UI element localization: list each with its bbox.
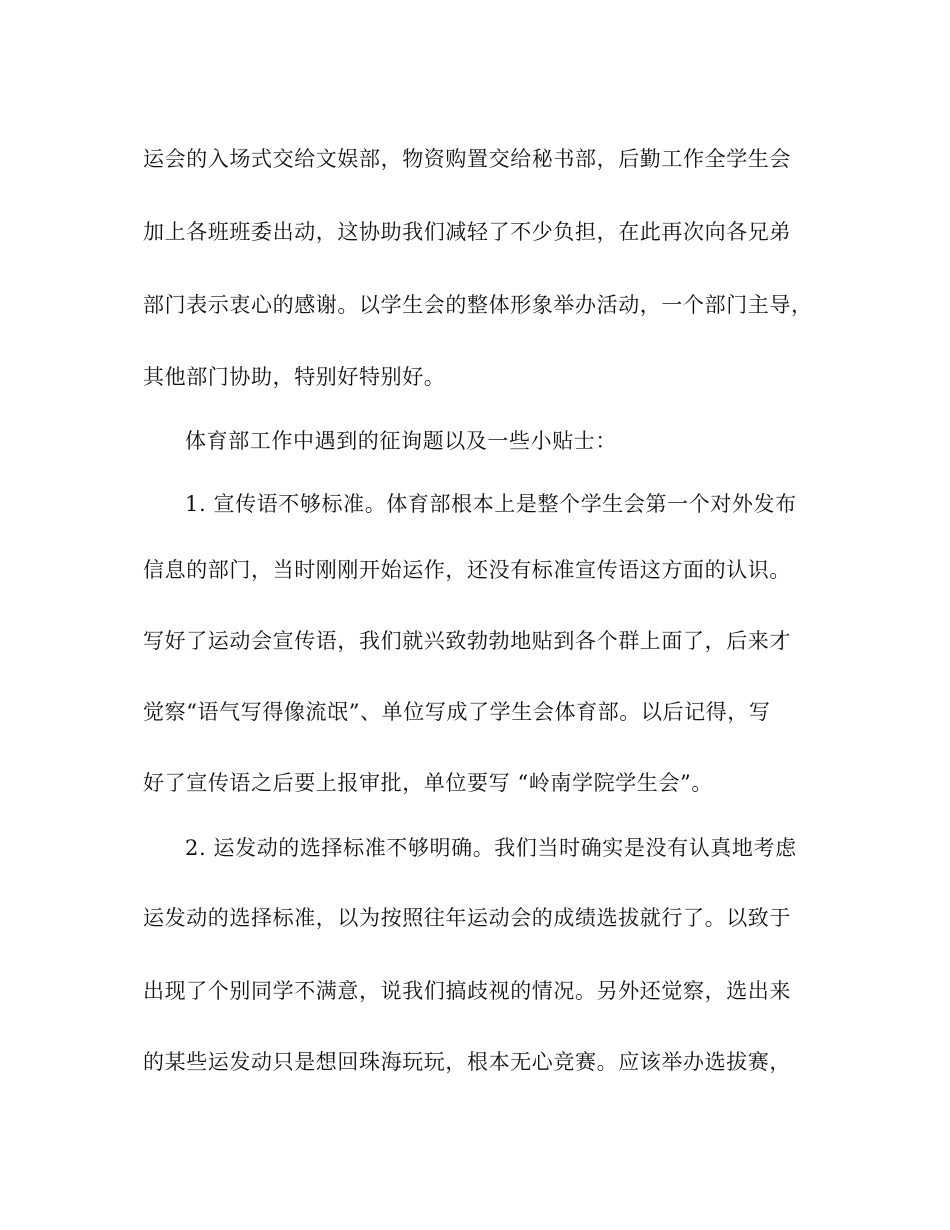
text-line: 的某些运发动只是想回珠海玩玩，根本无心竞赛。应该举办选拔赛， [143,1050,791,1074]
section-heading: 体育部工作中遇到的征询题以及一些小贴士： [185,429,617,453]
text-line: 其他部门协助，特别好特别好。 [143,365,446,389]
text-line: 好了宣传语之后要上报审批，单位要写 “岭南学院学生会”。 [143,771,713,795]
text-line: 加上各班班委出动，这协助我们减轻了不少负担，在此再次向各兄弟 [143,220,791,244]
text-line: 部门表示衷心的感谢。以学生会的整体形象举办活动，一个部门主导， [143,293,813,317]
text-line: 运发动的选择标准，以为按照往年运动会的成绩选拔就行了。以致于 [143,906,791,930]
text-line: 觉察“语气写得像流氓”、单位写成了学生会体育部。以后记得，写 [143,700,771,724]
text-line: 2. 运发动的选择标准不够明确。我们当时确实是没有认真地考虑 [185,836,797,860]
text-line: 信息的部门，当时刚刚开始运作，还没有标准宣传语这方面的认识。 [143,558,791,582]
text-line: 出现了个别同学不满意，说我们搞歧视的情况。另外还觉察，选出来 [143,979,791,1003]
text-line: 1. 宣传语不够标准。体育部根本上是整个学生会第一个对外发布 [185,492,797,516]
text-line: 写好了运动会宣传语，我们就兴致勃勃地贴到各个群上面了，后来才 [143,629,791,653]
text-line: 运会的入场式交给文娱部，物资购置交给秘书部，后勤工作全学生会 [143,147,791,171]
